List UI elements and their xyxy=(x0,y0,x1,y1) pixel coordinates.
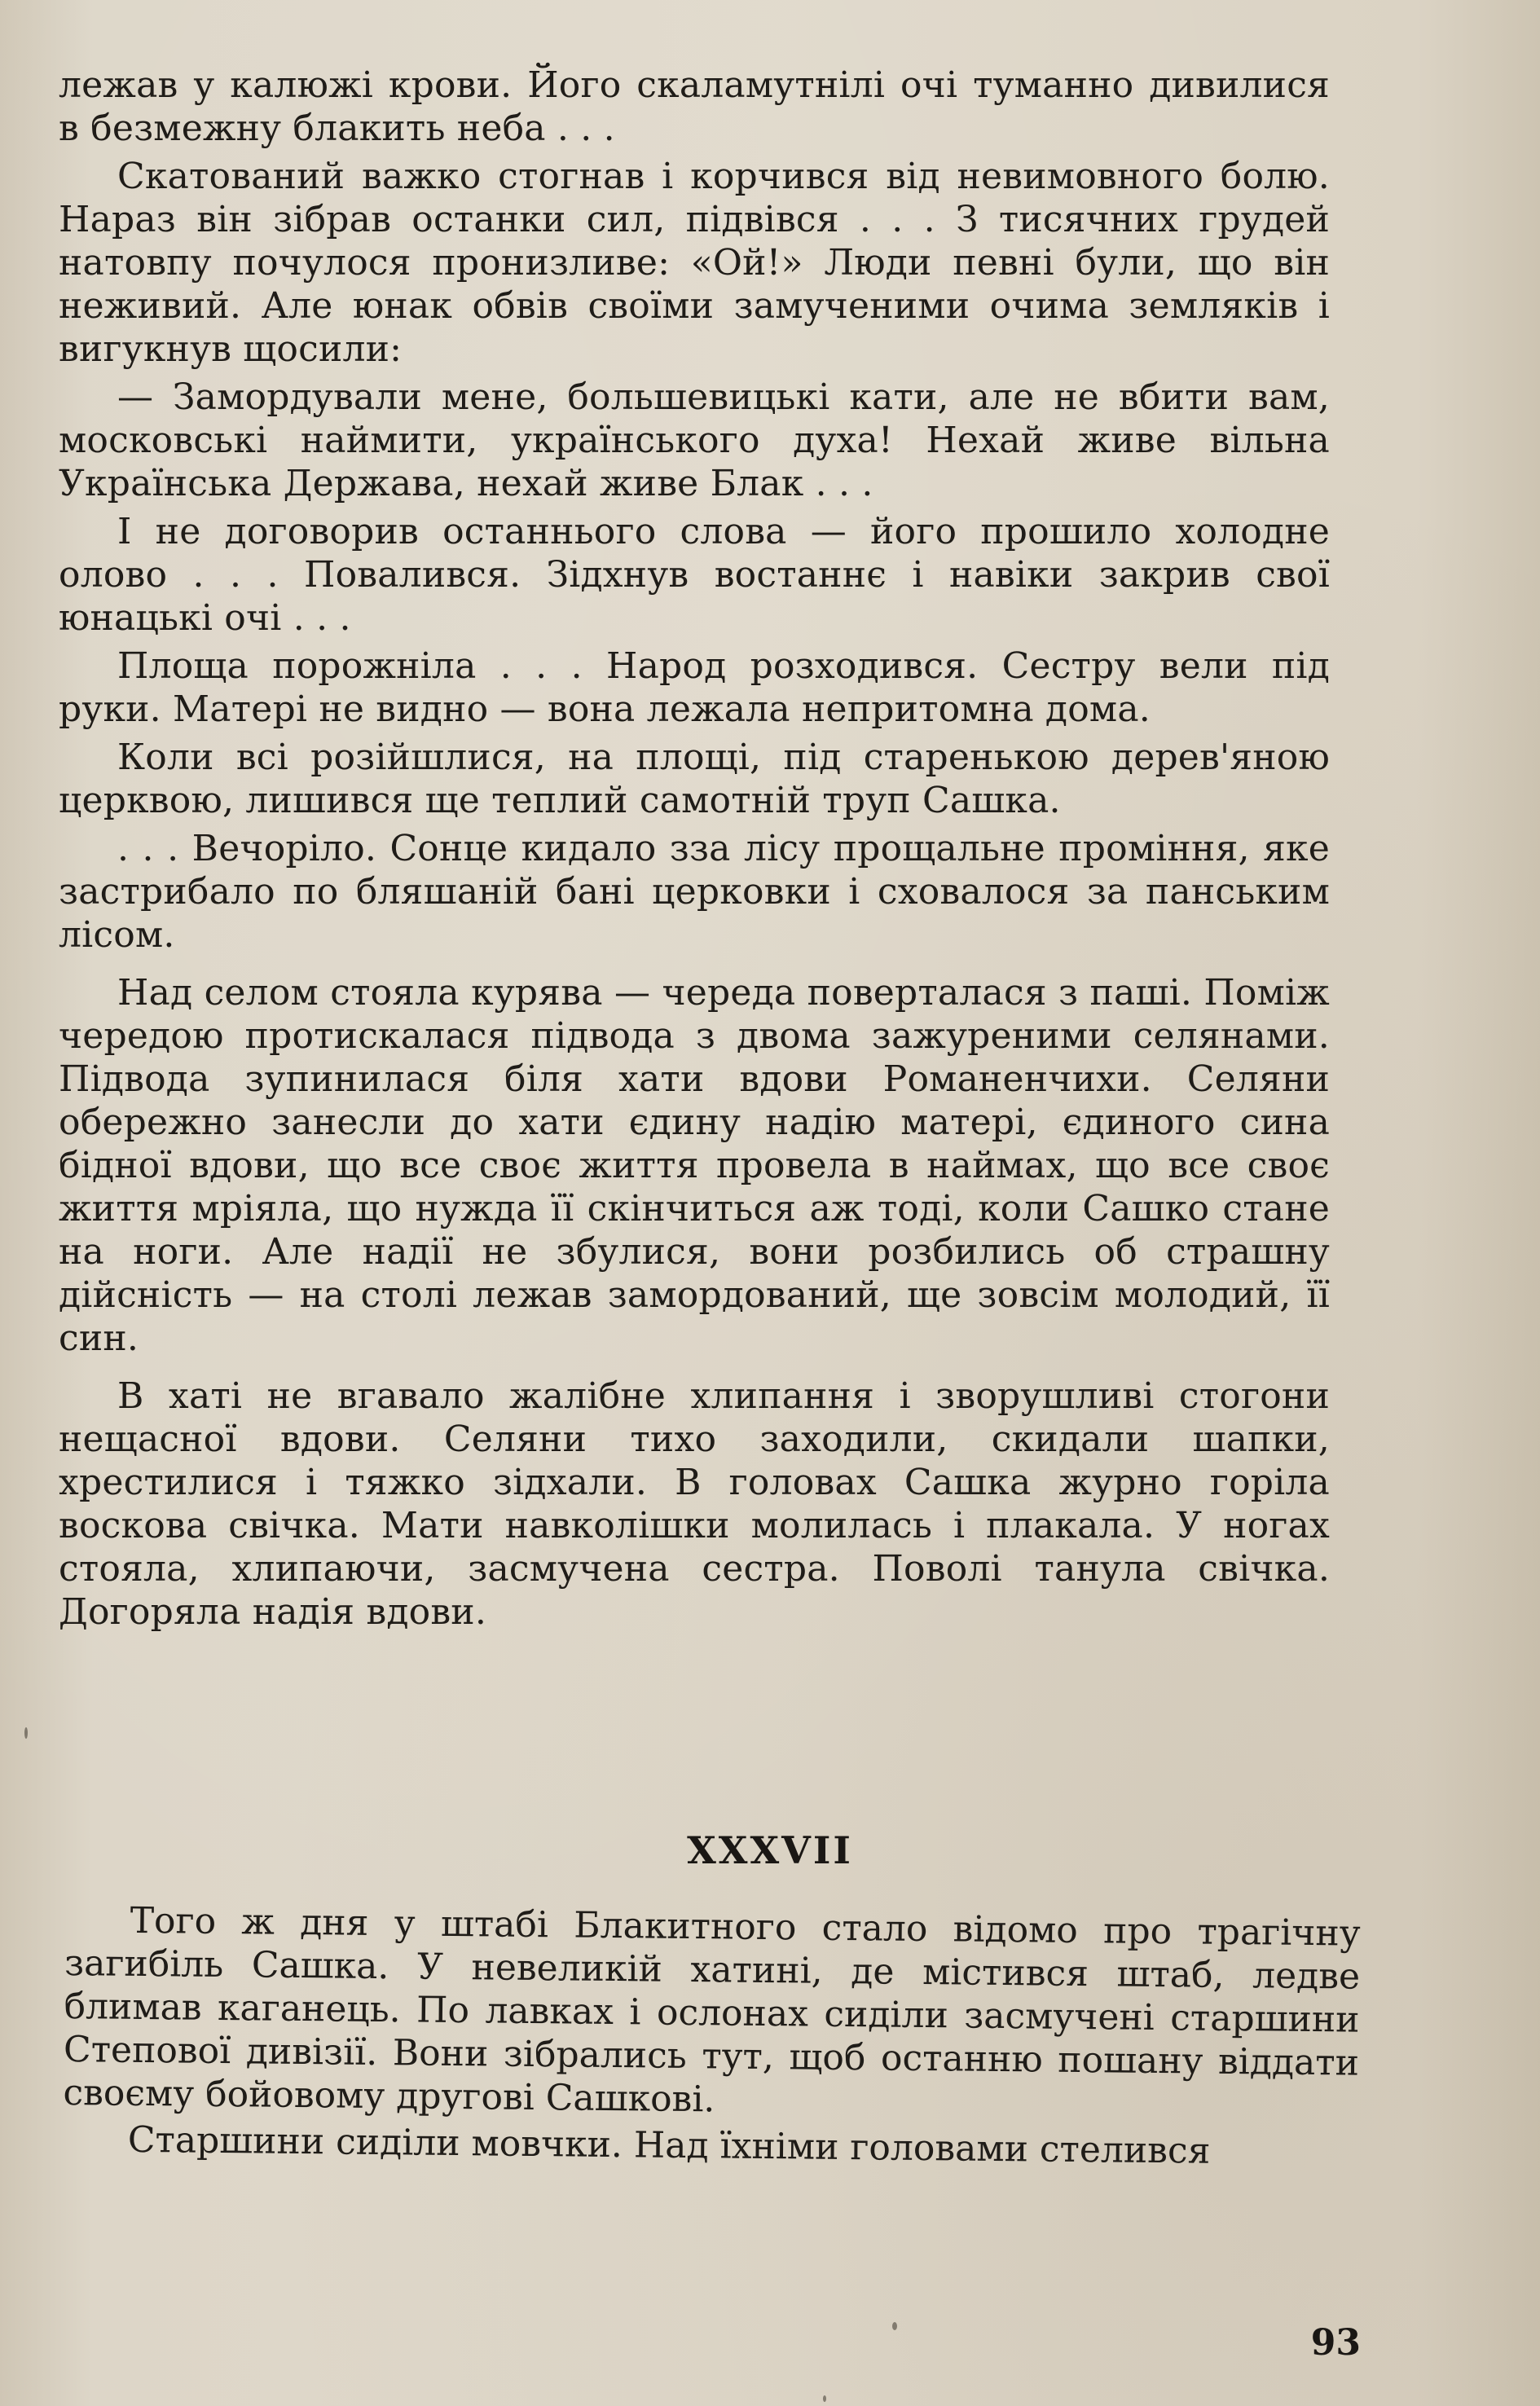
paragraph: — Замордували мене, большевицькі кати, але не вбити вам, московські наймити, українського духа! Нехай живе вільна Українська Держава, нехай живе Блак . . . xyxy=(59,376,1330,504)
paper-speck xyxy=(892,2322,897,2330)
paragraph: лежав у калюжі крови. Його скаламутнілі очі туманно дивилися в безмежну блакить неба . . . xyxy=(59,64,1330,149)
paper-speck xyxy=(24,1727,28,1739)
paragraph: Скатований важко стогнав і корчився від невимовного болю. Нараз він зібрав останки сил, підвівся . . . З тисячних грудей натовпу почулося пронизливе: «Ой!» Люди певні були, що він неживий. Але юнак обвів своїми замученими очима земляків і вигукнув щосили: xyxy=(59,156,1330,370)
paragraph: Того ж дня у штабі Блакитного стало відомо про трагічну загибіль Сашка. У невеликій хатині, де містився штаб, ледве блимав каганець. По лавках і ослонах сиділи засмучені старшини Степової дивізії. Вони зібрались тут, щоб останню пошану віддати своєму бойовому другові Сашкові. xyxy=(63,1899,1361,2121)
section-1-text xyxy=(59,64,1330,1638)
paragraph: Коли всі розійшлися, на площі, під старенькою дерев'яною церквою, лишився ще теплий самотній труп Сашка. xyxy=(59,737,1330,821)
paragraph: Старшини сиділи мовчки. Над їхніми головами стелився xyxy=(127,2118,1211,2172)
section-2-text xyxy=(63,1898,1361,2178)
paragraph: В хаті не вгавало жалібне хлипання і зворушливі стогони нещасної вдови. Селяни тихо заходили, скидали шапки, хрестилися і тяжко зідхали. В головах Сашка журно горіла воскова свічка. Мати навколішки молилась і плакала. У ногах стояла, хлипаючи, засмучена сестра. Поволі танула свічка. Догоряла надія вдови. xyxy=(59,1375,1330,1633)
chapter-heading: XXXVII xyxy=(687,1828,853,1872)
paragraph: І не договорив останнього слова — його прошило холодне олово . . . Повалився. Зідхнув востаннє і навіки закрив свої юнацькі очі . . . xyxy=(59,511,1330,639)
paragraph: . . . Вечоріло. Сонце кидало зза лісу прощальне проміння, яке застрибало по бляшаній бані церковки і сховалося за панським лісом. xyxy=(59,828,1330,956)
paper-speck xyxy=(823,2395,826,2402)
paragraph: Над селом стояла курява — череда поверталася з паші. Поміж чередою протискалася підвода з двома зажуреними селянами. Підвода зупинилася біля хати вдови Романенчихи. Селяни обережно занесли до хати єдину надію матері, єдиного сина бідної вдови, що все своє життя провела в наймах, що все своє життя мріяла, що нужда її скінчиться аж тоді, коли Сашко стане на ноги. Але надії не збулися, вони розбились об страшну дійсність — на столі лежав замордований, ще зовсім молодий, її син. xyxy=(59,972,1330,1359)
page-number: 93 xyxy=(1310,2322,1361,2364)
paragraph: Площа порожніла . . . Народ розходився. Сестру вели під руки. Матері не видно — вона лежала непритомна дома. xyxy=(59,645,1330,730)
